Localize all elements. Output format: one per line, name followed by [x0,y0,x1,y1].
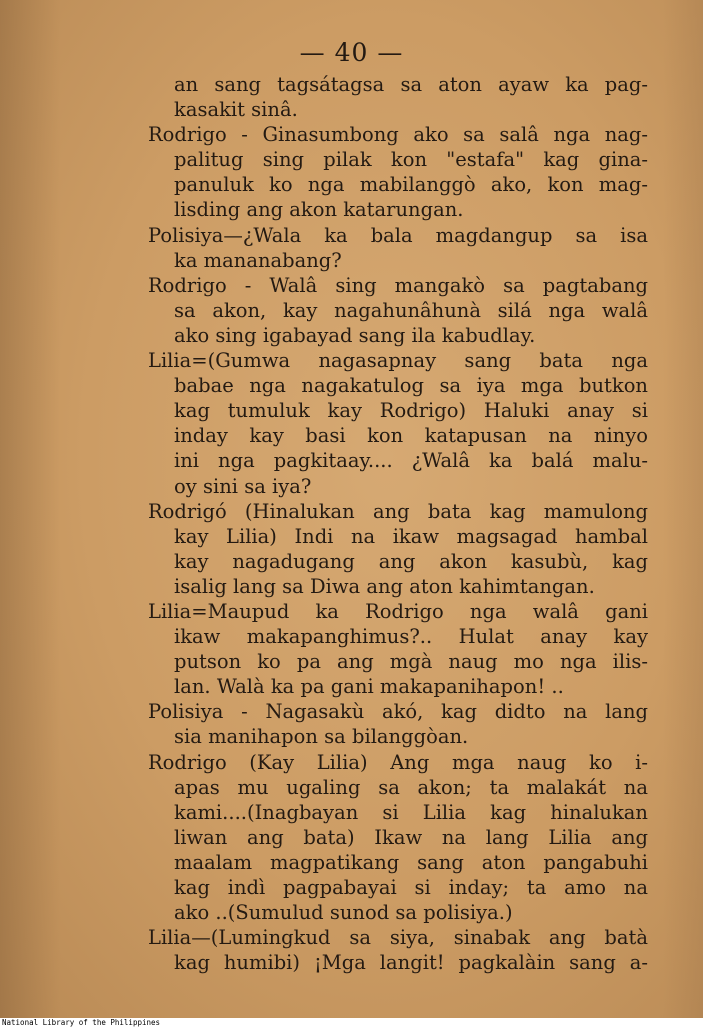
footer-credit: National Library of the Philippines [2,1018,161,1027]
text-line: panuluk ko nga mabilanggò ako, kon mag- [174,173,648,197]
text-line: kasakit sinâ. [174,98,298,122]
text-line: maalam magpatikang sang aton pangabuhi [174,850,648,874]
text-line: ako sing igabayad sang ila kabudlay. [174,323,536,347]
text-line: inday kay basi kon katapusan na ninyo [174,424,648,448]
text-line: kag humibi) ¡Mga langit! pagkalàin sang a- [174,951,648,975]
text-line: Lilia=Maupud ka Rodrigo nga walâ gani [148,599,648,623]
text-line: ka mananabang? [174,248,342,272]
text-line: kag indì pagpabayai si inday; ta amo na [174,876,648,899]
text-line: ikaw makapanghimus?.. Hulat anay kay [174,625,648,649]
text-line: ini nga pagkitaay.... ¿Walâ ka balá malu- [174,449,648,473]
text-line: Polisiya - Nagasakù akó, kag didto na lang [148,700,648,724]
page-body-text [148,72,648,975]
text-line: Rodrigo (Kay Lilia) Ang mga naug ko i- [148,750,648,774]
text-line: oy sini sa iya? [174,474,312,498]
text-line: palitug sing pilak kon "estafa" kag gina- [174,148,648,172]
text-line: ako ..(Sumulud sunod sa polisiya.) [174,901,513,925]
text-line: sia manihapon sa bilanggòan. [174,725,469,749]
text-line: Lilia=(Gumwa nagasapnay sang bata nga [148,349,648,373]
text-line: isalig lang sa Diwa ang aton kahimtangan. [174,574,595,598]
text-line: liwan ang bata) Ikaw na lang Lilia ang [174,825,648,849]
text-line: putson ko pa ang mgà naug mo nga ilis- [174,650,648,674]
text-line: an sang tagsátagsa sa aton ayaw ka pag- [174,73,648,96]
text-line: apas mu ugaling sa akon; ta malakát na [174,775,648,799]
text-line: kag tumuluk kay Rodrigo) Haluki anay si [174,399,648,423]
text-line: kay Lilia) Indi na ikaw magsagad hambal [174,524,648,548]
footer-bar [0,1018,703,1028]
text-line: babae nga nagakatulog sa iya mga butkon [174,374,648,398]
text-line: Lilia—(Lumingkud sa siya, sinabak ang batà [148,926,648,950]
text-line: kay nagadugang ang akon kasubù, kag [174,549,648,573]
text-line: lan. Walà ka pa gani makapanihapon! .. [174,675,564,699]
text-line: Polisiya—¿Wala ka bala magdangup sa isa [148,223,648,247]
text-line: kami....(Inagbayan si Lilia kag hinalukan [174,800,648,824]
text-line: Rodrigó (Hinalukan ang bata kag mamulong [148,499,648,523]
text-line: lisding ang akon katarungan. [174,198,464,222]
text-line: Rodrigo - Ginasumbong ako sa salâ nga nag- [148,123,648,147]
text-line: Rodrigo - Walâ sing mangakò sa pagtabang [148,273,648,297]
text-line: sa akon, kay nagahunâhunà silá nga walâ [174,298,648,322]
page-number: — 40 — [299,38,404,67]
